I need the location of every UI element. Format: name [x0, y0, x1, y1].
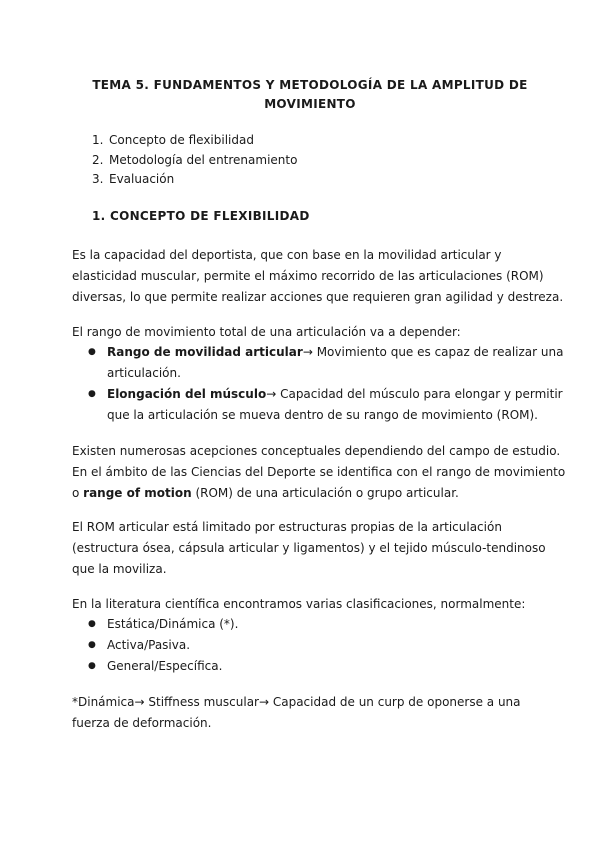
- list-item: ● Rango de movilidad articular→ Movimiento que es capaz de realizar una articulación.: [88, 342, 538, 384]
- list-item: ● General/Específica.: [88, 656, 538, 677]
- section-heading: 1. CONCEPTO DE FLEXIBILIDAD: [92, 209, 310, 223]
- bullet-icon: ●: [88, 640, 96, 650]
- definition-paragraph: Es la capacidad del deportista, que con base en la movilidad articular y elasticidad muscular, permite el máximo recorrido de las articulaciones (ROM) diversas, lo que permite realizar acciones que requieren gran agilidad y destreza.: [72, 248, 564, 304]
- document-title: TEMA 5. FUNDAMENTOS Y METODOLOGÍA DE LA AMPLITUD DE MOVIMIENTO: [92, 78, 528, 111]
- bullet-icon: ●: [88, 389, 96, 399]
- list-item: ● Activa/Pasiva.: [88, 635, 538, 656]
- bullet-icon: ●: [88, 619, 96, 629]
- list-item: ● Elongación del músculo→ Capacidad del músculo para elongar y permitir que la articulación se mueva dentro de su rango de movimiento (ROM).: [88, 384, 538, 426]
- range-intro: El rango de movimiento total de una articulación va a depender:: [72, 325, 461, 339]
- bullet-icon: ●: [88, 661, 96, 671]
- footnote: *Dinámica→ Stiffness muscular→ Capacidad de un curp de oponerse a una fuerza de deformación.: [72, 695, 521, 730]
- toc-item: 3. Evaluación: [92, 172, 175, 186]
- table-of-contents: [92, 131, 297, 190]
- bullet-icon: ●: [88, 347, 96, 357]
- classification-intro: En la literatura científica encontramos varias clasificaciones, normalmente:: [72, 597, 526, 611]
- classification-bullet-list: [88, 614, 538, 677]
- concept-paragraph: Existen numerosas acepciones conceptuales dependiendo del campo de estudio. En el ámbito de las Ciencias del Deporte se identifica con el rango de movimiento o range of motion (ROM) de una articulación o grupo articular.: [72, 444, 566, 500]
- toc-item: 2. Metodología del entrenamiento: [92, 152, 298, 167]
- rom-paragraph: El ROM articular está limitado por estructuras propias de la articulación (estructura ósea, cápsula articular y ligamentos) y el tejido músculo-tendinoso que la moviliza.: [72, 520, 546, 576]
- toc-item: 1. Concepto de flexibilidad: [92, 133, 254, 147]
- list-item: ● Estática/Dinámica (*).: [88, 614, 538, 635]
- depend-bullet-list: [88, 342, 564, 426]
